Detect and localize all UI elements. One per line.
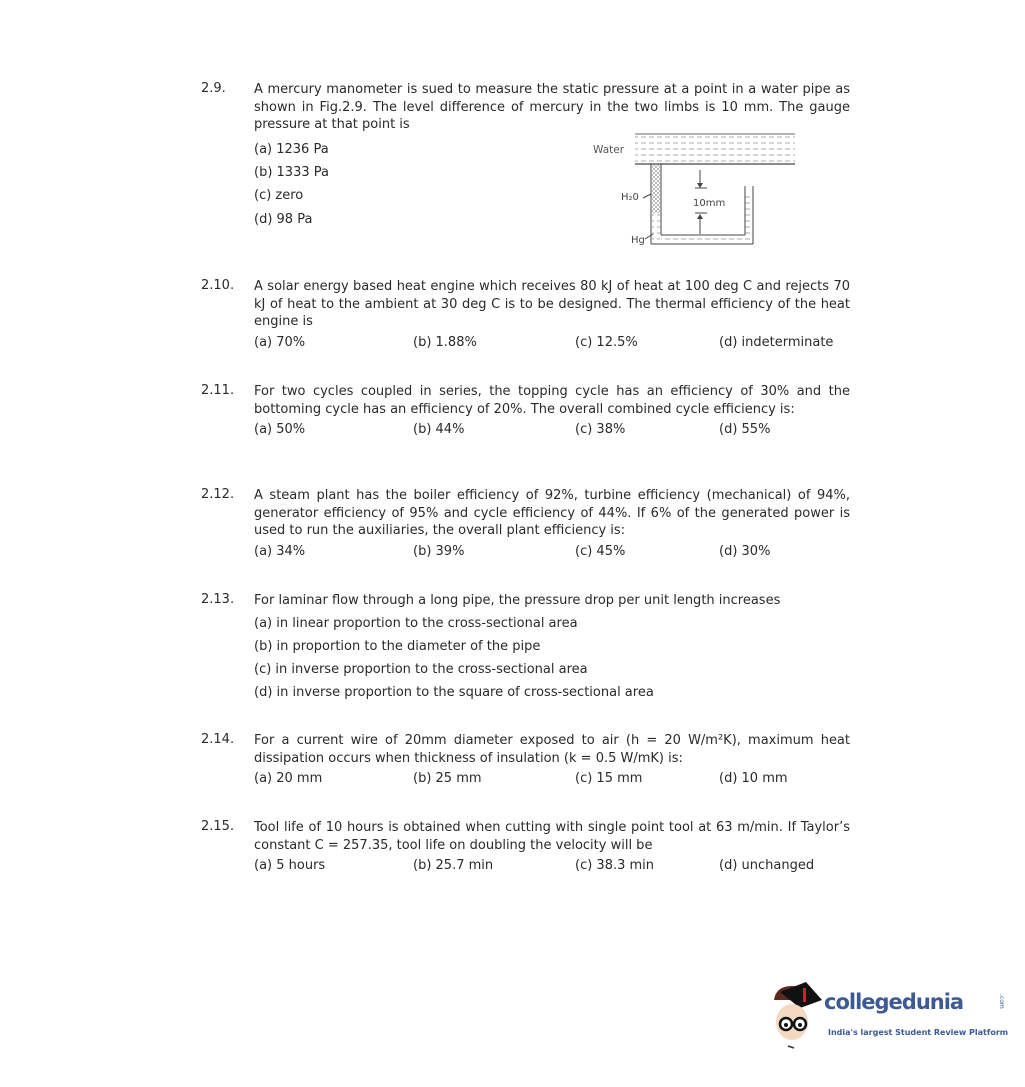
- manometer-diagram: [585, 128, 800, 248]
- question-2-13: [201, 592, 851, 705]
- logo-suffix: .com: [998, 994, 1005, 1009]
- question-number: 2.10.: [201, 278, 235, 293]
- question-2-14: [201, 732, 851, 793]
- question-number: 2.9.: [201, 81, 226, 96]
- question-number: 2.11.: [201, 383, 235, 398]
- option-a: (a) 5 hours: [254, 858, 326, 874]
- question-number: 2.13.: [201, 592, 235, 607]
- option-a: (a) in linear proportion to the cross-sectional area: [254, 615, 578, 631]
- collegedunia-logo: [766, 978, 1016, 1053]
- question-text: A mercury manometer is sued to measure the static pressure at a point in a water pipe as shown in Fig.2.9. The level difference of mercury in the two limbs is 10 mm. The gauge pressure at that point is: [254, 82, 850, 133]
- question-number: 2.15.: [201, 819, 235, 834]
- option-d: (d) 30%: [719, 543, 771, 559]
- option-c: (c) 38.3 min: [575, 858, 655, 874]
- option-b: (b) 44%: [413, 422, 465, 438]
- gap-label: 10mm: [693, 198, 726, 209]
- option-d: (d) 55%: [719, 422, 771, 438]
- option-b: (b) 39%: [413, 543, 465, 559]
- option-d: (d) 98 Pa: [254, 211, 313, 227]
- option-a: (a) 50%: [254, 422, 306, 438]
- question-text: A solar energy based heat engine which receives 80 kJ of heat at 100 deg C and rejects 70 kJ of heat to the ambient at 30 deg C is to be designed. The thermal efficiency of the heat engine is: [254, 279, 850, 330]
- question-2-11: [201, 383, 851, 444]
- question-2-15: [201, 819, 851, 880]
- question-number: 2.14.: [201, 732, 235, 747]
- question-2-12: [201, 487, 851, 566]
- option-d: (d) indeterminate: [719, 334, 834, 350]
- option-b: (b) 1.88%: [413, 334, 477, 350]
- question-text: For laminar flow through a long pipe, the pressure drop per unit length increases: [254, 593, 781, 608]
- option-c: (c) 45%: [575, 543, 626, 559]
- option-a: (a) 20 mm: [254, 771, 323, 787]
- option-b: (b) 25 mm: [413, 771, 482, 787]
- option-c: (c) in inverse proportion to the cross-sectional area: [254, 662, 588, 678]
- question-text: Tool life of 10 hours is obtained when cutting with single point tool at 63 m/min. If Taylor’s constant C = 257.35, tool life on doubling the velocity will be: [254, 820, 850, 853]
- hg-label: Hg: [631, 235, 645, 246]
- option-c: (c) zero: [254, 188, 304, 204]
- option-c: (c) 15 mm: [575, 771, 643, 787]
- option-b: (b) in proportion to the diameter of the pipe: [254, 638, 541, 654]
- option-d: (d) in inverse proportion to the square of cross-sectional area: [254, 685, 654, 701]
- logo-wordmark: collegedunia: [824, 990, 964, 1014]
- option-a: (a) 70%: [254, 334, 306, 350]
- question-2-10: [201, 278, 851, 357]
- option-a: (a) 1236 Pa: [254, 141, 329, 157]
- logo-tagline: India's largest Student Review Platform: [828, 1028, 1009, 1037]
- option-d: (d) unchanged: [719, 858, 815, 874]
- option-b: (b) 25.7 min: [413, 858, 494, 874]
- question-text: For two cycles coupled in series, the topping cycle has an efficiency of 30% and the bottoming cycle has an efficiency of 20%. The overall combined cycle efficiency is:: [254, 384, 850, 417]
- option-c: (c) 12.5%: [575, 334, 638, 350]
- h2o-label: H₂0: [621, 192, 639, 203]
- option-b: (b) 1333 Pa: [254, 165, 329, 181]
- question-text: For a current wire of 20mm diameter exposed to air (h = 20 W/m²K), maximum heat dissipation occurs when thickness of insulation (k = 0.5 W/mK) is:: [254, 733, 850, 766]
- question-number: 2.12.: [201, 487, 235, 502]
- water-label: Water: [593, 144, 625, 156]
- question-text: A steam plant has the boiler efficiency of 92%, turbine efficiency (mechanical) of 94%, generator efficiency of 95% and cycle efficiency of 44%. If 6% of the generated power is used to run the auxiliaries, the overall plant efficiency is:: [254, 488, 850, 539]
- option-c: (c) 38%: [575, 422, 626, 438]
- option-a: (a) 34%: [254, 543, 306, 559]
- option-d: (d) 10 mm: [719, 771, 788, 787]
- mascot-icon: [766, 978, 824, 1053]
